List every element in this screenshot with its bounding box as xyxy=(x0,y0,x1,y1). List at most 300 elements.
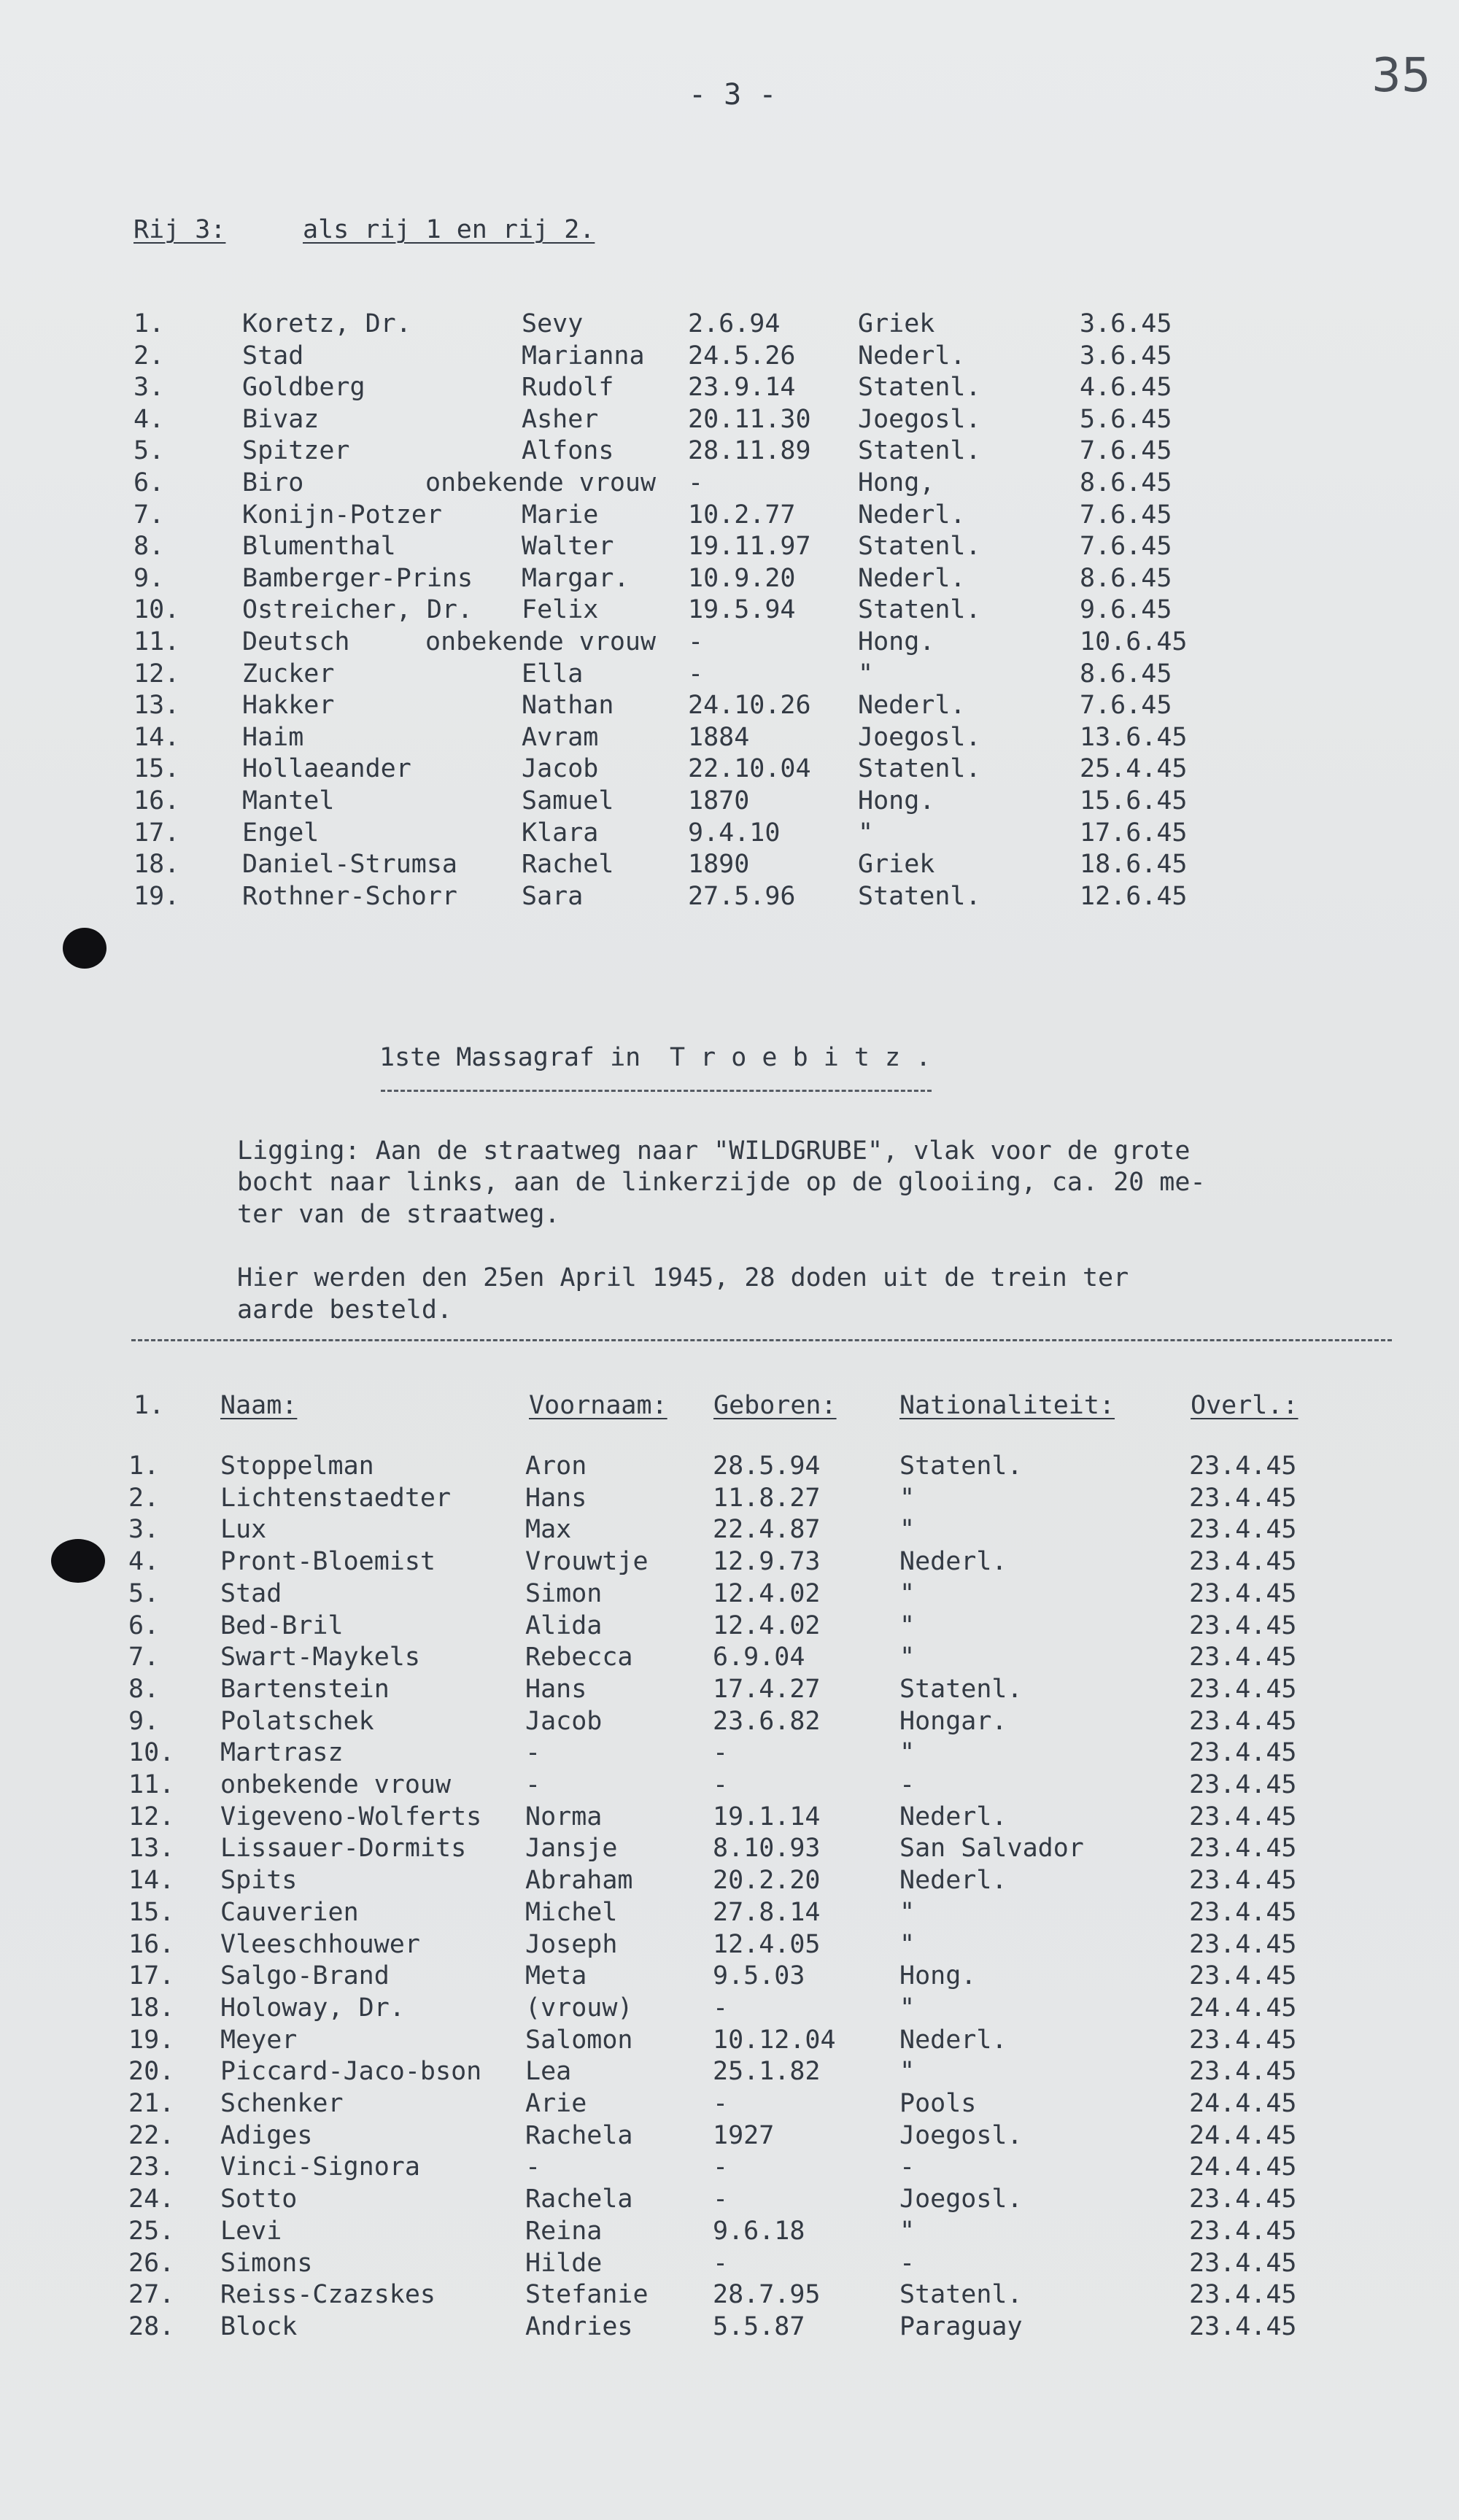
row-nr: 2. xyxy=(133,341,165,371)
row-voornaam: - xyxy=(525,1738,541,1767)
folio-number: 35 xyxy=(1371,49,1431,103)
row-naam: Schenker xyxy=(220,2089,344,2118)
row-geboren: 10.9.20 xyxy=(688,564,796,593)
row-overlijden: 4.6.45 xyxy=(1080,373,1172,402)
row-overlijden: 9.6.45 xyxy=(1080,595,1172,624)
row-nr: 8. xyxy=(128,1675,160,1704)
row-geboren: 1870 xyxy=(688,786,750,815)
row-geboren: 8.10.93 xyxy=(713,1834,821,1863)
row-nationaliteit: Nederl. xyxy=(858,341,966,371)
row-voornaam: Rachela xyxy=(525,2121,633,2150)
row-naam: Cauverien xyxy=(220,1898,359,1927)
row-naam: Hollaeander xyxy=(242,754,411,783)
row-geboren: - xyxy=(713,2152,729,2182)
row-geboren: 27.8.14 xyxy=(713,1898,821,1927)
row-nr: 21. xyxy=(128,2089,175,2118)
row-nationaliteit: " xyxy=(899,2057,916,2086)
row-overlijden: 23.4.45 xyxy=(1189,1802,1297,1831)
row-voornaam: Rachel xyxy=(522,850,614,879)
row-overlijden: 23.4.45 xyxy=(1189,1738,1297,1767)
row-naam: onbekende vrouw xyxy=(220,1770,452,1799)
row-naam: Bartenstein xyxy=(220,1675,390,1704)
row-voornaam: Sevy xyxy=(522,309,584,338)
row-nationaliteit: Joegosl. xyxy=(899,2121,1023,2150)
row-voornaam: Reina xyxy=(525,2217,603,2246)
row-overlijden: 18.6.45 xyxy=(1080,850,1188,879)
row-naam: Meyer xyxy=(220,2025,298,2055)
row-nr: 16. xyxy=(128,1930,175,1959)
row-naam: Piccard-Jaco-bson xyxy=(220,2057,482,2086)
row-nationaliteit: Nederl. xyxy=(899,2025,1007,2055)
row-nationaliteit: " xyxy=(899,1579,916,1608)
row-geboren: - xyxy=(713,2249,729,2278)
row-nr: 6. xyxy=(128,1611,160,1640)
row-nationaliteit: Statenl. xyxy=(858,754,981,783)
row-naam: Hakker xyxy=(242,691,335,720)
row-nationaliteit: Hong. xyxy=(899,1961,977,1990)
location-line: ter van de straatweg. xyxy=(237,1200,560,1229)
row-nationaliteit: " xyxy=(858,659,874,689)
row-naam: Reiss-Czazskes xyxy=(220,2280,436,2309)
row-nr: 8. xyxy=(133,532,165,561)
row-geboren: 2.6.94 xyxy=(688,309,781,338)
title-underline xyxy=(381,1090,932,1092)
row-overlijden: 23.4.45 xyxy=(1189,2312,1297,2341)
row-voornaam: Rudolf xyxy=(522,373,614,402)
row-voornaam: - xyxy=(525,2152,541,2182)
row-voornaam: Hans xyxy=(525,1675,587,1704)
row-voornaam: Hans xyxy=(525,1484,587,1513)
row-geboren: 9.6.18 xyxy=(713,2217,805,2246)
row-voornaam: Asher xyxy=(522,405,599,434)
location-line: Ligging: Aan de straatweg naar "WILDGRUBE", vlak voor de grote xyxy=(237,1136,1191,1166)
row-geboren: 1927 xyxy=(713,2121,775,2150)
row-nationaliteit: " xyxy=(899,1738,916,1767)
row-geboren: 23.6.82 xyxy=(713,1707,821,1736)
row-naam: Block xyxy=(220,2312,298,2341)
row-nr: 3. xyxy=(133,373,165,402)
row-nr: 18. xyxy=(133,850,180,879)
row-overlijden: 23.4.45 xyxy=(1189,1579,1297,1608)
row-nr: 12. xyxy=(133,659,180,689)
row-overlijden: 23.4.45 xyxy=(1189,2280,1297,2309)
row-overlijden: 23.4.45 xyxy=(1189,2184,1297,2214)
row-naam: Bivaz xyxy=(242,405,320,434)
row-nationaliteit: Statenl. xyxy=(899,1451,1023,1481)
row-nationaliteit: " xyxy=(899,1515,916,1544)
row-overlijden: 15.6.45 xyxy=(1080,786,1188,815)
row-geboren: - xyxy=(713,2184,729,2214)
punch-hole xyxy=(51,1539,105,1583)
row-naam: Stoppelman xyxy=(220,1451,374,1481)
page-number: - 3 - xyxy=(689,78,777,112)
row-nr: 25. xyxy=(128,2217,175,2246)
row-geboren: - xyxy=(688,627,704,656)
row-nr: 23. xyxy=(128,2152,175,2182)
row-nationaliteit: Pools xyxy=(899,2089,977,2118)
row-nr: 1. xyxy=(133,309,165,338)
row-geboren: - xyxy=(713,2089,729,2118)
row-nr: 1. xyxy=(128,1451,160,1481)
row-naam: Mantel xyxy=(242,786,335,815)
row-voornaam: Abraham xyxy=(525,1866,633,1895)
row-voornaam: Max xyxy=(525,1515,572,1544)
burial-line: Hier werden den 25en April 1945, 28 doden uit de trein ter xyxy=(237,1263,1129,1292)
row-label: Rij 3: xyxy=(133,215,226,244)
header-overl: Overl.: xyxy=(1191,1391,1299,1420)
row-overlijden: 25.4.45 xyxy=(1080,754,1188,783)
row-voornaam: Marie xyxy=(522,500,599,530)
row-voornaam: Hilde xyxy=(525,2249,603,2278)
row-nationaliteit: Statenl. xyxy=(858,436,981,465)
row-overlijden: 23.4.45 xyxy=(1189,1484,1297,1513)
row-naam: Polatschek xyxy=(220,1707,374,1736)
row-nationaliteit: Hongar. xyxy=(899,1707,1007,1736)
row-nr: 11. xyxy=(133,627,180,656)
row-voornaam: Stefanie xyxy=(525,2280,649,2309)
row-naam: Lichtenstaedter xyxy=(220,1484,452,1513)
row-nationaliteit: Statenl. xyxy=(858,373,981,402)
row-overlijden: 23.4.45 xyxy=(1189,1547,1297,1576)
row-nationaliteit: Statenl. xyxy=(858,595,981,624)
row-nationaliteit: Joegosl. xyxy=(858,405,981,434)
row-nationaliteit: Paraguay xyxy=(899,2312,1023,2341)
row-voornaam: Meta xyxy=(525,1961,587,1990)
row-naam: Swart-Maykels xyxy=(220,1643,420,1672)
row-geboren: 23.9.14 xyxy=(688,373,796,402)
row-naam: Salgo-Brand xyxy=(220,1961,390,1990)
row-nr: 4. xyxy=(128,1547,160,1576)
row-voornaam: onbekende vrouw xyxy=(425,627,657,656)
row-geboren: 12.9.73 xyxy=(713,1547,821,1576)
row-nr: 3. xyxy=(128,1515,160,1544)
row-overlijden: 23.4.45 xyxy=(1189,2057,1297,2086)
row-overlijden: 17.6.45 xyxy=(1080,818,1188,848)
row-overlijden: 23.4.45 xyxy=(1189,2025,1297,2055)
row-nr: 14. xyxy=(128,1866,175,1895)
row-voornaam: Norma xyxy=(525,1802,603,1831)
row-overlijden: 8.6.45 xyxy=(1080,659,1172,689)
row-naam: Blumenthal xyxy=(242,532,396,561)
row-nationaliteit: Hong. xyxy=(858,786,935,815)
row-nr: 15. xyxy=(133,754,180,783)
row-overlijden: 23.4.45 xyxy=(1189,1898,1297,1927)
row-naam: Engel xyxy=(242,818,320,848)
row-voornaam: - xyxy=(525,1770,541,1799)
row-voornaam: Marianna xyxy=(522,341,645,371)
row-geboren: - xyxy=(688,659,704,689)
row-voornaam: Ella xyxy=(522,659,584,689)
row-nr: 18. xyxy=(128,1993,175,2023)
row-nr: 20. xyxy=(128,2057,175,2086)
row-nationaliteit: Nederl. xyxy=(899,1866,1007,1895)
row-naam: Zucker xyxy=(242,659,335,689)
row-overlijden: 23.4.45 xyxy=(1189,1961,1297,1990)
row-naam: Spits xyxy=(220,1866,298,1895)
header-geboren: Geboren: xyxy=(713,1391,837,1420)
row-geboren: 28.11.89 xyxy=(688,436,811,465)
row-naam: Ostreicher, Dr. xyxy=(242,595,473,624)
section-place: T r o e b i t z . xyxy=(670,1043,932,1072)
row-nationaliteit: Hong, xyxy=(858,468,935,497)
row-voornaam: Jansje xyxy=(525,1834,618,1863)
row-overlijden: 24.4.45 xyxy=(1189,2121,1297,2150)
row-naam: Rothner-Schorr xyxy=(242,882,458,911)
row-voornaam: Walter xyxy=(522,532,614,561)
row-naam: Spitzer xyxy=(242,436,350,465)
row-nr: 27. xyxy=(128,2280,175,2309)
row-nationaliteit: Nederl. xyxy=(858,691,966,720)
row-overlijden: 7.6.45 xyxy=(1080,532,1172,561)
row-overlijden: 13.6.45 xyxy=(1080,723,1188,752)
row-nationaliteit: " xyxy=(899,1930,916,1959)
row-naam: Bed-Bril xyxy=(220,1611,344,1640)
row-naam: Levi xyxy=(220,2217,282,2246)
row-nationaliteit: Statenl. xyxy=(858,882,981,911)
punch-hole xyxy=(63,928,107,969)
row-voornaam: Simon xyxy=(525,1579,603,1608)
row-naam: Daniel-Strumsa xyxy=(242,850,458,879)
row-naam: Adiges xyxy=(220,2121,313,2150)
row-voornaam: Rebecca xyxy=(525,1643,633,1672)
row-nr: 22. xyxy=(128,2121,175,2150)
row-naam: Sotto xyxy=(220,2184,298,2214)
row-naam: Vleeschhouwer xyxy=(220,1930,420,1959)
row-voornaam: Michel xyxy=(525,1898,618,1927)
row-nr: 11. xyxy=(128,1770,175,1799)
row-nationaliteit: Nederl. xyxy=(858,500,966,530)
row-geboren: - xyxy=(713,1770,729,1799)
row-nationaliteit: Joegosl. xyxy=(899,2184,1023,2214)
row-voornaam: Jacob xyxy=(525,1707,603,1736)
row-geboren: 5.5.87 xyxy=(713,2312,805,2341)
row-naam: Deutsch xyxy=(242,627,350,656)
row-geboren: - xyxy=(713,1738,729,1767)
row-geboren: 25.1.82 xyxy=(713,2057,821,2086)
row-nationaliteit: " xyxy=(899,1611,916,1640)
row-nr: 17. xyxy=(128,1961,175,1990)
row-nationaliteit: - xyxy=(899,2152,916,2182)
header-naam: Naam: xyxy=(220,1391,298,1420)
row-voornaam: Margar. xyxy=(522,564,630,593)
row-voornaam: Klara xyxy=(522,818,599,848)
row-voornaam: Nathan xyxy=(522,691,614,720)
row-geboren: 17.4.27 xyxy=(713,1675,821,1704)
row-naam: Stad xyxy=(220,1579,282,1608)
row-overlijden: 10.6.45 xyxy=(1080,627,1188,656)
row-geboren: 10.12.04 xyxy=(713,2025,836,2055)
row-voornaam: Lea xyxy=(525,2057,572,2086)
row-voornaam: Felix xyxy=(522,595,599,624)
header-voornaam: Voornaam: xyxy=(529,1391,667,1420)
row-geboren: 11.8.27 xyxy=(713,1484,821,1513)
row-voornaam: Arie xyxy=(525,2089,587,2118)
row-nationaliteit: Hong. xyxy=(858,627,935,656)
row-nr: 2. xyxy=(128,1484,160,1513)
row-geboren: 1890 xyxy=(688,850,750,879)
row-overlijden: 12.6.45 xyxy=(1080,882,1188,911)
row-overlijden: 23.4.45 xyxy=(1189,1770,1297,1799)
row-naam: Goldberg xyxy=(242,373,365,402)
header-nr: 1. xyxy=(133,1391,165,1420)
row-nationaliteit: Statenl. xyxy=(899,1675,1023,1704)
row-naam: Lissauer-Dormits xyxy=(220,1834,467,1863)
row-overlijden: 23.4.45 xyxy=(1189,1834,1297,1863)
row-overlijden: 23.4.45 xyxy=(1189,1611,1297,1640)
row-overlijden: 23.4.45 xyxy=(1189,1707,1297,1736)
row-nationaliteit: " xyxy=(858,818,874,848)
row-nationaliteit: Nederl. xyxy=(899,1547,1007,1576)
row-geboren: 24.5.26 xyxy=(688,341,796,371)
row-nationaliteit: - xyxy=(899,2249,916,2278)
row-naam: Vinci-Signora xyxy=(220,2152,420,2182)
row-nr: 13. xyxy=(128,1834,175,1863)
header-nationaliteit: Nationaliteit: xyxy=(899,1391,1115,1420)
row-nr: 7. xyxy=(133,500,165,530)
row-nationaliteit: Statenl. xyxy=(858,532,981,561)
row-nationaliteit: - xyxy=(899,1770,916,1799)
row-overlijden: 8.6.45 xyxy=(1080,468,1172,497)
row-nr: 13. xyxy=(133,691,180,720)
row-overlijden: 23.4.45 xyxy=(1189,1866,1297,1895)
row-geboren: 24.10.26 xyxy=(688,691,811,720)
row-geboren: 12.4.05 xyxy=(713,1930,821,1959)
row-voornaam: Sara xyxy=(522,882,584,911)
row-naam: Lux xyxy=(220,1515,267,1544)
row-nationaliteit: Griek xyxy=(858,850,935,879)
row-nr: 5. xyxy=(133,436,165,465)
row-nr: 5. xyxy=(128,1579,160,1608)
separator-line xyxy=(131,1339,1392,1341)
row-naam: Konijn-Potzer xyxy=(242,500,442,530)
burial-line: aarde besteld. xyxy=(237,1295,453,1325)
row-naam: Martrasz xyxy=(220,1738,344,1767)
row-nr: 28. xyxy=(128,2312,175,2341)
row-voornaam: Samuel xyxy=(522,786,614,815)
location-line: bocht naar links, aan de linkerzijde op de glooiing, ca. 20 me- xyxy=(237,1168,1206,1197)
row-overlijden: 23.4.45 xyxy=(1189,2249,1297,2278)
row-overlijden: 23.4.45 xyxy=(1189,1930,1297,1959)
row-nr: 4. xyxy=(133,405,165,434)
row-nationaliteit: Joegosl. xyxy=(858,723,981,752)
row-voornaam: Vrouwtje xyxy=(525,1547,649,1576)
row-overlijden: 24.4.45 xyxy=(1189,2089,1297,2118)
row-naam: Pront-Bloemist xyxy=(220,1547,436,1576)
row-geboren: 27.5.96 xyxy=(688,882,796,911)
row-voornaam: Rachela xyxy=(525,2184,633,2214)
row-overlijden: 24.4.45 xyxy=(1189,2152,1297,2182)
row-nr: 16. xyxy=(133,786,180,815)
row-naam: Biro xyxy=(242,468,304,497)
row-geboren: 28.7.95 xyxy=(713,2280,821,2309)
row-overlijden: 7.6.45 xyxy=(1080,436,1172,465)
row-geboren: 28.5.94 xyxy=(713,1451,821,1481)
row-overlijden: 3.6.45 xyxy=(1080,341,1172,371)
row-overlijden: 23.4.45 xyxy=(1189,2217,1297,2246)
row-voornaam: Alfons xyxy=(522,436,614,465)
row-nr: 10. xyxy=(133,595,180,624)
row-nr: 15. xyxy=(128,1898,175,1927)
row-voornaam: Salomon xyxy=(525,2025,633,2055)
row-note: als rij 1 en rij 2. xyxy=(303,215,595,244)
row-naam: Simons xyxy=(220,2249,313,2278)
row-nr: 6. xyxy=(133,468,165,497)
row-overlijden: 7.6.45 xyxy=(1080,500,1172,530)
row-overlijden: 5.6.45 xyxy=(1080,405,1172,434)
row-overlijden: 23.4.45 xyxy=(1189,1643,1297,1672)
row-naam: Bamberger-Prins xyxy=(242,564,473,593)
row-voornaam: (vrouw) xyxy=(525,1993,633,2023)
row-nationaliteit: San Salvador xyxy=(899,1834,1084,1863)
row-nationaliteit: Griek xyxy=(858,309,935,338)
row-nationaliteit: " xyxy=(899,1484,916,1513)
row-overlijden: 8.6.45 xyxy=(1080,564,1172,593)
row-voornaam: Aron xyxy=(525,1451,587,1481)
row-naam: Vigeveno-Wolferts xyxy=(220,1802,482,1831)
row-geboren: 20.11.30 xyxy=(688,405,811,434)
row-geboren: 22.10.04 xyxy=(688,754,811,783)
row-naam: Haim xyxy=(242,723,304,752)
row-geboren: 20.2.20 xyxy=(713,1866,821,1895)
row-voornaam: onbekende vrouw xyxy=(425,468,657,497)
row-geboren: 10.2.77 xyxy=(688,500,796,530)
row-geboren: 9.4.10 xyxy=(688,818,781,848)
row-geboren: 19.11.97 xyxy=(688,532,811,561)
row-nr: 9. xyxy=(133,564,165,593)
row-nationaliteit: " xyxy=(899,1898,916,1927)
row-geboren: 19.5.94 xyxy=(688,595,796,624)
row-overlijden: 23.4.45 xyxy=(1189,1451,1297,1481)
row-geboren: 6.9.04 xyxy=(713,1643,805,1672)
row-geboren: 22.4.87 xyxy=(713,1515,821,1544)
row-voornaam: Andries xyxy=(525,2312,633,2341)
row-nationaliteit: " xyxy=(899,1993,916,2023)
row-nr: 9. xyxy=(128,1707,160,1736)
row-nr: 12. xyxy=(128,1802,175,1831)
row-overlijden: 7.6.45 xyxy=(1080,691,1172,720)
row-nr: 10. xyxy=(128,1738,175,1767)
row-nr: 7. xyxy=(128,1643,160,1672)
row-nationaliteit: Statenl. xyxy=(899,2280,1023,2309)
row-geboren: - xyxy=(688,468,704,497)
row-nr: 14. xyxy=(133,723,180,752)
row-voornaam: Jacob xyxy=(522,754,599,783)
row-nr: 24. xyxy=(128,2184,175,2214)
row-voornaam: Avram xyxy=(522,723,599,752)
row-overlijden: 24.4.45 xyxy=(1189,1993,1297,2023)
row-overlijden: 23.4.45 xyxy=(1189,1515,1297,1544)
row-nr: 17. xyxy=(133,818,180,848)
row-voornaam: Alida xyxy=(525,1611,603,1640)
row-geboren: 12.4.02 xyxy=(713,1579,821,1608)
row-nr: 19. xyxy=(133,882,180,911)
row-naam: Holoway, Dr. xyxy=(220,1993,405,2023)
row-nationaliteit: " xyxy=(899,2217,916,2246)
row-nr: 19. xyxy=(128,2025,175,2055)
row-naam: Koretz, Dr. xyxy=(242,309,411,338)
section-title: 1ste Massagraf in xyxy=(379,1043,641,1072)
row-nationaliteit: " xyxy=(899,1643,916,1672)
row-nationaliteit: Nederl. xyxy=(858,564,966,593)
row-geboren: 9.5.03 xyxy=(713,1961,805,1990)
row-overlijden: 23.4.45 xyxy=(1189,1675,1297,1704)
row-geboren: - xyxy=(713,1993,729,2023)
row-geboren: 1884 xyxy=(688,723,750,752)
row-overlijden: 3.6.45 xyxy=(1080,309,1172,338)
row-naam: Stad xyxy=(242,341,304,371)
row-nationaliteit: Nederl. xyxy=(899,1802,1007,1831)
row-geboren: 19.1.14 xyxy=(713,1802,821,1831)
